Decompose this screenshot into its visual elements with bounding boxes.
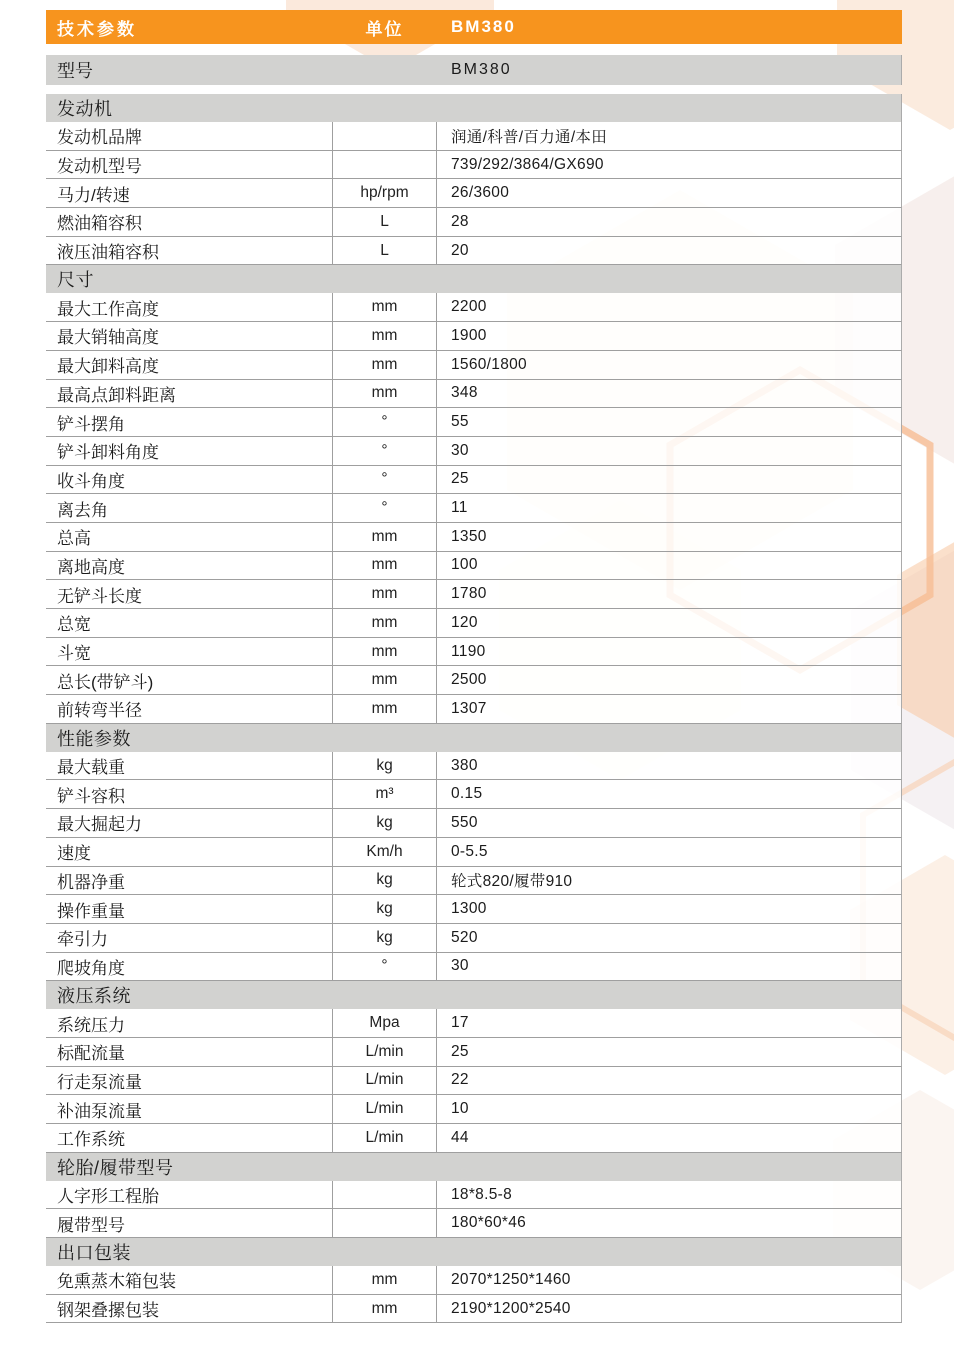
row-value: 1560/1800 bbox=[451, 355, 527, 373]
table-row bbox=[46, 380, 902, 409]
row-unit: Mpa bbox=[332, 1009, 437, 1037]
table-row bbox=[46, 1295, 902, 1324]
row-label: 行走泵流量 bbox=[57, 1072, 142, 1092]
table-row bbox=[46, 752, 902, 781]
table-row bbox=[46, 1038, 902, 1067]
table-row bbox=[46, 351, 902, 380]
row-unit: kg bbox=[332, 752, 437, 780]
row-unit: mm bbox=[332, 322, 437, 350]
table-row bbox=[46, 1067, 902, 1096]
row-unit bbox=[332, 151, 437, 179]
row-label: 铲斗卸料角度 bbox=[57, 443, 159, 463]
model-label: 型号 bbox=[57, 61, 93, 81]
table-row bbox=[46, 867, 902, 896]
table-header bbox=[46, 10, 902, 44]
row-label: 爬坡角度 bbox=[57, 958, 125, 978]
header-model-column-label: BM380 bbox=[451, 17, 516, 36]
table-row bbox=[46, 122, 902, 151]
section-rows bbox=[46, 293, 902, 723]
row-label: 离去角 bbox=[57, 500, 108, 520]
row-unit: kg bbox=[332, 924, 437, 952]
row-label: 最大掘起力 bbox=[57, 815, 142, 835]
row-value: 1190 bbox=[451, 642, 486, 660]
row-unit: L/min bbox=[332, 1067, 437, 1095]
row-label: 最大销轴高度 bbox=[57, 328, 159, 348]
row-unit: L bbox=[332, 208, 437, 236]
section-title: 液压系统 bbox=[57, 986, 131, 1007]
row-value: 18*8.5-8 bbox=[451, 1185, 513, 1203]
model-row bbox=[46, 55, 902, 85]
row-value: 25 bbox=[451, 470, 469, 488]
table-row bbox=[46, 638, 902, 667]
row-value: 30 bbox=[451, 957, 469, 975]
row-value: 739/292/3864/GX690 bbox=[451, 155, 604, 173]
section-rows bbox=[46, 1266, 902, 1323]
row-unit: mm bbox=[332, 1295, 437, 1323]
row-label: 前转弯半径 bbox=[57, 701, 142, 721]
row-unit: mm bbox=[332, 293, 437, 321]
table-row bbox=[46, 1124, 902, 1153]
table-section bbox=[46, 981, 902, 1152]
section-band bbox=[46, 1238, 902, 1266]
row-label: 总长(带铲斗) bbox=[57, 672, 154, 692]
section-title: 轮胎/履带型号 bbox=[57, 1157, 174, 1178]
row-value: 17 bbox=[451, 1014, 469, 1032]
row-value: 55 bbox=[451, 413, 469, 431]
row-label: 标配流量 bbox=[57, 1044, 125, 1064]
row-value: 100 bbox=[451, 556, 478, 574]
row-unit bbox=[332, 1209, 437, 1237]
row-unit: mm bbox=[332, 580, 437, 608]
row-label: 最大工作高度 bbox=[57, 299, 159, 319]
row-value: 0.15 bbox=[451, 785, 483, 803]
row-unit: Km/h bbox=[332, 838, 437, 866]
table-row bbox=[46, 552, 902, 581]
row-unit: mm bbox=[332, 1266, 437, 1294]
row-unit: L/min bbox=[332, 1095, 437, 1123]
row-value: 28 bbox=[451, 212, 469, 230]
row-unit: ° bbox=[332, 953, 437, 981]
section-title: 尺寸 bbox=[57, 270, 94, 291]
row-label: 人字形工程胎 bbox=[57, 1187, 159, 1207]
table-row bbox=[46, 437, 902, 466]
table-row bbox=[46, 895, 902, 924]
row-unit: hp/rpm bbox=[332, 179, 437, 207]
section-rows bbox=[46, 122, 902, 265]
row-value: 1300 bbox=[451, 900, 487, 918]
row-value: 22 bbox=[451, 1071, 469, 1089]
row-unit: m³ bbox=[332, 780, 437, 808]
row-value: 2500 bbox=[451, 671, 487, 689]
table-row bbox=[46, 953, 902, 982]
row-label: 总宽 bbox=[57, 615, 91, 635]
row-unit bbox=[332, 1181, 437, 1209]
row-unit bbox=[332, 122, 437, 150]
table-row bbox=[46, 1009, 902, 1038]
row-label: 牵引力 bbox=[57, 930, 108, 950]
row-unit: kg bbox=[332, 809, 437, 837]
row-unit: ° bbox=[332, 408, 437, 436]
section-title: 性能参数 bbox=[57, 728, 131, 749]
table-row bbox=[46, 208, 902, 237]
row-value: 1900 bbox=[451, 326, 487, 344]
table-section bbox=[46, 724, 902, 982]
section-band bbox=[46, 981, 902, 1009]
row-unit: mm bbox=[332, 552, 437, 580]
section-title: 发动机 bbox=[57, 99, 113, 119]
table-section bbox=[46, 1238, 902, 1323]
table-row bbox=[46, 695, 902, 724]
table-row bbox=[46, 609, 902, 638]
row-value: 520 bbox=[451, 928, 478, 946]
table-row bbox=[46, 237, 902, 266]
row-unit: mm bbox=[332, 666, 437, 694]
table-section bbox=[46, 1153, 902, 1238]
table-row bbox=[46, 1209, 902, 1238]
row-label: 离地高度 bbox=[57, 557, 125, 577]
table-row bbox=[46, 924, 902, 953]
row-value: 润通/科普/百力通/本田 bbox=[451, 128, 608, 146]
row-value: 2190*1200*2540 bbox=[451, 1299, 571, 1317]
row-label: 速度 bbox=[57, 844, 91, 864]
row-unit: mm bbox=[332, 523, 437, 551]
row-value: 26/3600 bbox=[451, 184, 510, 202]
header-unit-column-label: 单位 bbox=[365, 19, 404, 39]
table-row bbox=[46, 1095, 902, 1124]
row-label: 无铲斗长度 bbox=[57, 586, 142, 606]
table-row bbox=[46, 809, 902, 838]
row-label: 铲斗容积 bbox=[57, 786, 125, 806]
row-value: 180*60*46 bbox=[451, 1214, 527, 1232]
header-title: 技术参数 bbox=[57, 19, 137, 39]
row-label: 液压油箱容积 bbox=[57, 243, 159, 263]
row-value: 0-5.5 bbox=[451, 842, 488, 860]
section-band bbox=[46, 724, 902, 752]
row-label: 总高 bbox=[57, 529, 91, 549]
row-label: 免熏蒸木箱包装 bbox=[57, 1272, 176, 1292]
table-row bbox=[46, 1181, 902, 1210]
row-label: 发动机型号 bbox=[57, 157, 142, 177]
section-title: 出口包装 bbox=[57, 1243, 131, 1264]
section-band bbox=[46, 94, 902, 122]
table-row bbox=[46, 179, 902, 208]
row-value: 25 bbox=[451, 1042, 469, 1060]
row-label: 收斗角度 bbox=[57, 471, 125, 491]
row-value: 轮式820/履带910 bbox=[451, 873, 573, 891]
table-row bbox=[46, 466, 902, 495]
row-label: 铲斗摆角 bbox=[57, 414, 125, 434]
table-section bbox=[46, 265, 902, 723]
row-label: 履带型号 bbox=[57, 1215, 125, 1235]
row-unit: ° bbox=[332, 466, 437, 494]
section-band bbox=[46, 265, 902, 293]
row-value: 11 bbox=[451, 499, 468, 517]
row-label: 补油泵流量 bbox=[57, 1101, 142, 1121]
row-label: 燃油箱容积 bbox=[57, 214, 142, 234]
row-value: 1307 bbox=[451, 699, 487, 717]
row-value: 120 bbox=[451, 613, 478, 631]
spec-table bbox=[46, 10, 902, 1323]
section-band bbox=[46, 1153, 902, 1181]
row-label: 操作重量 bbox=[57, 901, 125, 921]
sections-container bbox=[46, 94, 902, 1323]
row-label: 系统压力 bbox=[57, 1015, 125, 1035]
row-unit: kg bbox=[332, 895, 437, 923]
row-unit: mm bbox=[332, 609, 437, 637]
row-unit: mm bbox=[332, 351, 437, 379]
row-unit: mm bbox=[332, 380, 437, 408]
row-value: 348 bbox=[451, 384, 478, 402]
table-row bbox=[46, 666, 902, 695]
row-label: 工作系统 bbox=[57, 1130, 125, 1150]
section-rows bbox=[46, 752, 902, 982]
row-unit: mm bbox=[332, 638, 437, 666]
row-label: 马力/转速 bbox=[57, 185, 130, 205]
model-value: BM380 bbox=[451, 61, 512, 78]
row-label: 机器净重 bbox=[57, 872, 125, 892]
row-value: 10 bbox=[451, 1100, 469, 1118]
row-unit: kg bbox=[332, 867, 437, 895]
table-row bbox=[46, 408, 902, 437]
row-label: 最大载重 bbox=[57, 758, 125, 778]
row-value: 20 bbox=[451, 241, 469, 259]
row-value: 550 bbox=[451, 813, 478, 831]
table-row bbox=[46, 1266, 902, 1295]
row-value: 30 bbox=[451, 441, 469, 459]
row-value: 44 bbox=[451, 1128, 469, 1146]
row-unit: ° bbox=[332, 437, 437, 465]
row-unit: L/min bbox=[332, 1038, 437, 1066]
table-row bbox=[46, 780, 902, 809]
row-label: 最高点卸料距离 bbox=[57, 385, 176, 405]
table-row bbox=[46, 293, 902, 322]
table-row bbox=[46, 838, 902, 867]
table-row bbox=[46, 523, 902, 552]
row-unit: L bbox=[332, 237, 437, 265]
table-row bbox=[46, 151, 902, 180]
row-value: 1780 bbox=[451, 585, 487, 603]
row-value: 2070*1250*1460 bbox=[451, 1270, 571, 1288]
row-value: 380 bbox=[451, 756, 478, 774]
row-label: 斗宽 bbox=[57, 644, 91, 664]
row-unit: mm bbox=[332, 695, 437, 723]
table-row bbox=[46, 494, 902, 523]
row-value: 1350 bbox=[451, 527, 487, 545]
row-label: 发动机品牌 bbox=[57, 128, 142, 148]
row-value: 2200 bbox=[451, 298, 487, 316]
section-rows bbox=[46, 1181, 902, 1238]
table-section bbox=[46, 94, 902, 265]
row-unit: ° bbox=[332, 494, 437, 522]
row-label: 钢架叠摞包装 bbox=[57, 1301, 159, 1321]
table-row bbox=[46, 580, 902, 609]
row-unit: L/min bbox=[332, 1124, 437, 1152]
row-label: 最大卸料高度 bbox=[57, 357, 159, 377]
section-rows bbox=[46, 1009, 902, 1152]
table-row bbox=[46, 322, 902, 351]
